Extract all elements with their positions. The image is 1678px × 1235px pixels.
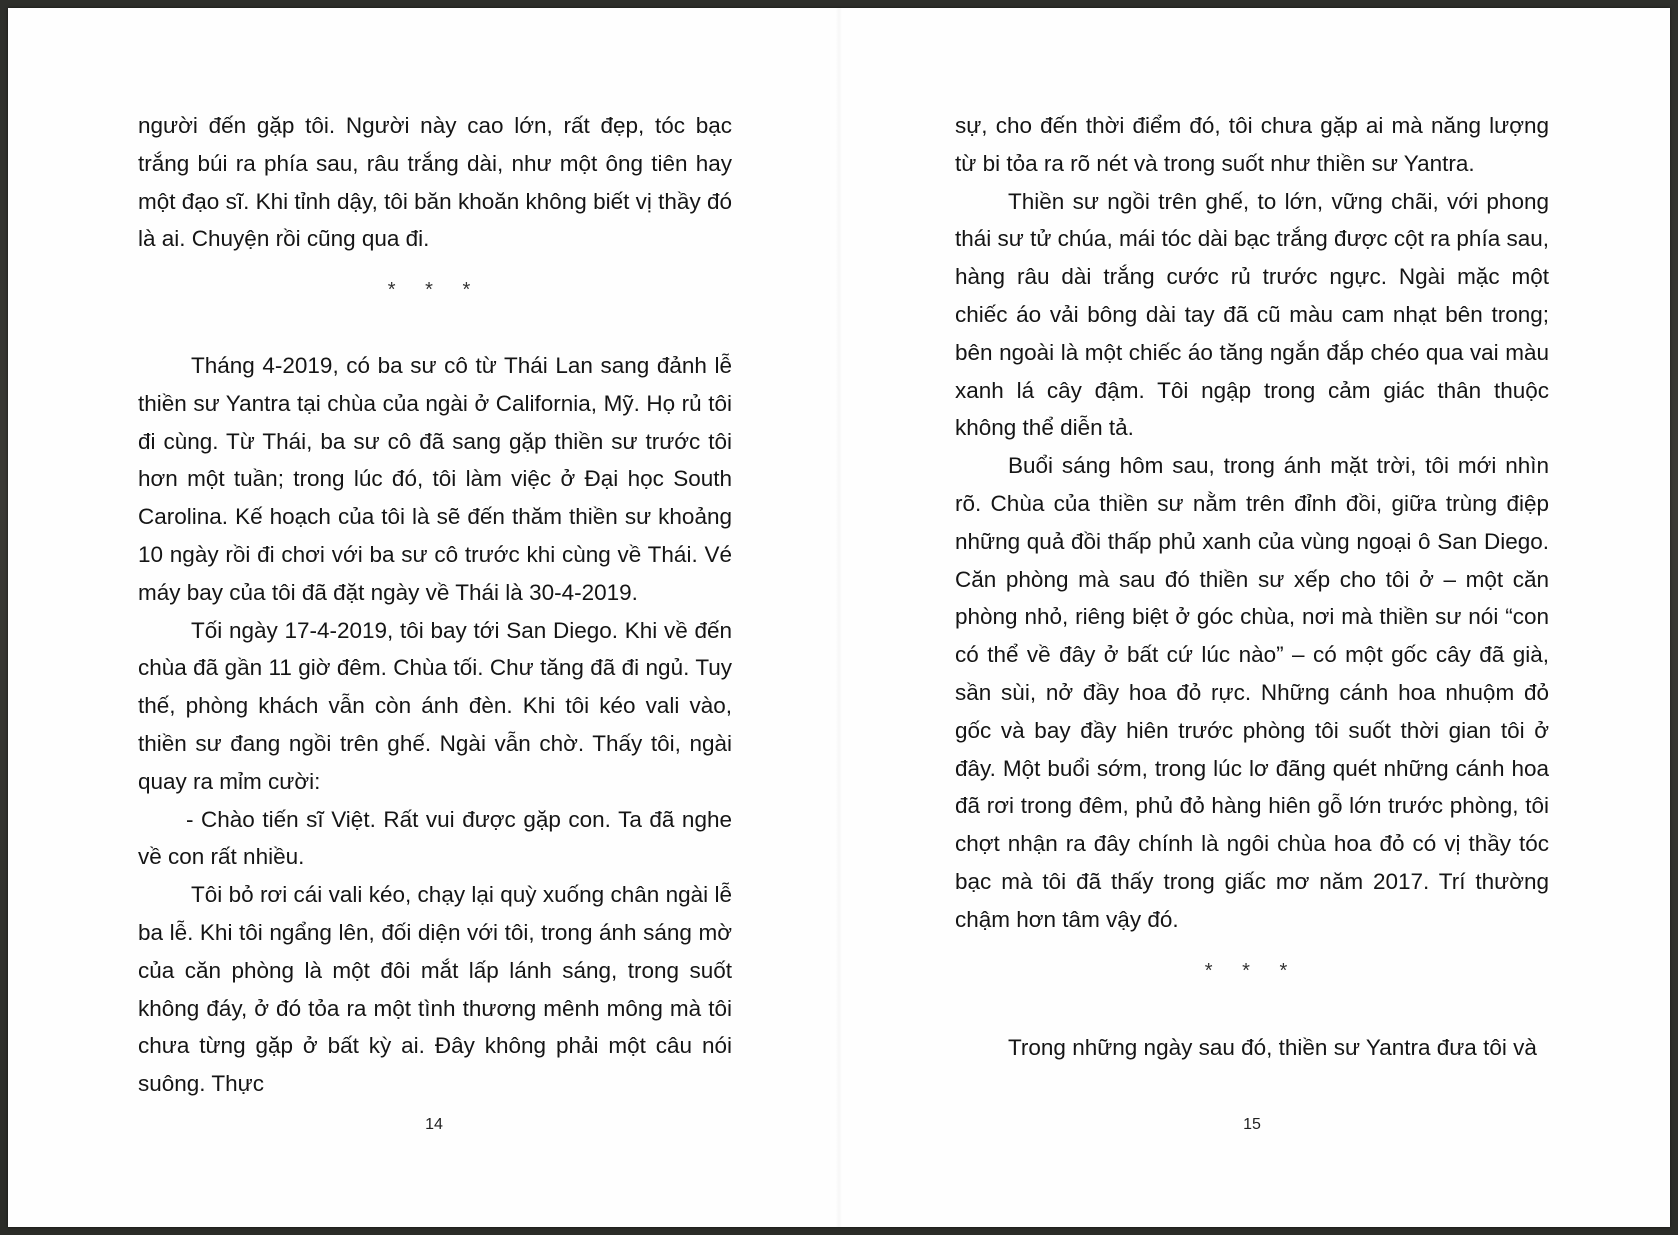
paragraph: Buổi sáng hôm sau, trong ánh mặt trời, tôi mới nhìn rõ. Chùa của thiền sư nằm trên đỉnh đồi, giữa trùng điệp những quả đồi thấp phủ xanh của vùng ngoại ô San Diego. Căn phòng mà sau đó thiền sư xếp cho tôi ở – một căn phòng nhỏ, riêng biệt ở góc chùa, nơi mà thiền sư nói “con có thể về đây ở bất cứ lúc nào” – có một gốc cây đã già, sần sùi, nở đầy hoa đỏ rực. Những cánh hoa nhuộm đỏ gốc và bay đầy hiên trước phòng tôi suốt thời gian tôi ở đây. Một buổi sớm, trong lúc lơ đãng quét những cánh hoa đã rơi trong đêm, phủ đỏ hàng hiên gỗ lớn trước phòng, tôi chợt nhận ra đây chính là ngôi chùa hoa đỏ có vị thầy tóc bạc mà tôi đã thấy trong giấc mơ năm 2017. Trí thường chậm hơn tâm vậy đó.	[955, 453, 1549, 932]
left-page	[8, 8, 839, 1227]
right-page-separator-block	[955, 953, 1549, 991]
page-number: 14	[425, 1116, 443, 1133]
right-page-bottom-text	[955, 1029, 1549, 1067]
paragraph: Tháng 4-2019, có ba sư cô từ Thái Lan sang đảnh lễ thiền sư Yantra tại chùa của ngài ở California, Mỹ. Họ rủ tôi đi cùng. Từ Thái, ba sư cô đã sang gặp thiền sư trước tôi hơn một tuần; trong lúc đó, tôi làm việc ở Đại học South Carolina. Kế hoạch của tôi là sẽ đến thăm thiền sư khoảng 10 ngày rồi đi chơi với ba sư cô trước khi cùng về Thái. Vé máy bay của tôi đã đặt ngày về Thái là 30-4-2019.	[138, 353, 732, 605]
page-number: 15	[1243, 1116, 1261, 1133]
right-page-body-text	[955, 107, 1549, 939]
dialogue-line: - Chào tiến sĩ Việt. Rất vui được gặp con. Ta đã nghe về con rất nhiều.	[138, 806, 732, 870]
paragraph: Thiền sư ngồi trên ghế, to lớn, vững chãi, với phong thái sư tử chúa, mái tóc dài bạc trắng được cột ra phía sau, hàng râu dài trắng cước rủ trước ngực. Ngài mặc một chiếc áo vải bông dài tay đã cũ màu cam nhạt bên trong; bên ngoài là một chiếc áo tăng ngắn đắp chéo qua vai màu xanh lá cây đậm. Tôi ngập trong cảm giác thân thuộc không thể diễn tả.	[955, 188, 1549, 441]
paragraph: Trong những ngày sau đó, thiền sư Yantra đưa tôi và	[1008, 1035, 1537, 1060]
paragraph: người đến gặp tôi. Người này cao lớn, rất đẹp, tóc bạc trắng búi ra phía sau, râu trắng dài, như một ông tiên hay một đạo sĩ. Khi tỉnh dậy, tôi băn khoăn không biết vị thầy đó là ai. Chuyện rồi cũng qua đi.	[138, 113, 732, 252]
right-page	[839, 8, 1670, 1227]
left-page-body-text	[138, 347, 732, 1103]
left-page-top-text	[138, 107, 732, 258]
paragraph: Tối ngày 17-4-2019, tôi bay tới San Diego. Khi về đến chùa đã gần 11 giờ đêm. Chùa tối. Chư tăng đã đi ngủ. Tuy thế, phòng khách vẫn còn ánh đèn. Khi tôi kéo vali vào, thiền sư đang ngồi trên ghế. Ngài vẫn chờ. Thấy tôi, ngài quay ra mỉm cười:	[138, 617, 732, 794]
paragraph: sự, cho đến thời điểm đó, tôi chưa gặp ai mà năng lượng từ bi tỏa ra rõ nét và trong suốt như thiền sư Yantra.	[955, 113, 1549, 176]
section-separator: * * *	[1204, 960, 1300, 982]
section-separator: * * *	[387, 279, 483, 301]
left-page-separator-block	[138, 272, 732, 310]
book-spread	[8, 8, 1670, 1227]
paragraph: Tôi bỏ rơi cái vali kéo, chạy lại quỳ xuống chân ngài lễ ba lễ. Khi tôi ngẩng lên, đối diện với tôi, trong ánh sáng mờ của căn phòng là một đôi mắt lấp lánh sáng, trong suốt không đáy, ở đó tỏa ra một tình thương mênh mông mà tôi chưa từng gặp ở bất kỳ ai. Đây không phải một câu nói suông. Thực	[138, 882, 732, 1097]
